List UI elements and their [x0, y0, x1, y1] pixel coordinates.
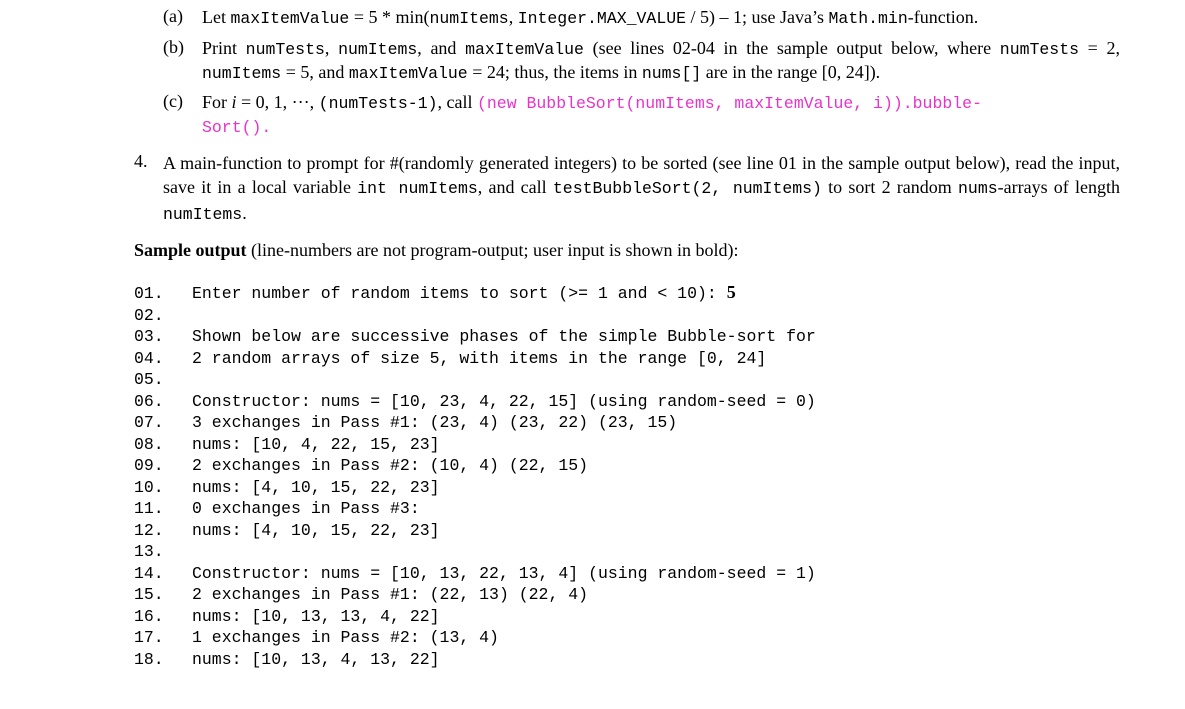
constructor-call-code: (new BubbleSort(numItems, maxItemValue, i)).bubble-: [476, 94, 982, 113]
output-line-number: 09.: [134, 456, 164, 475]
output-line: [134, 282, 816, 305]
output-line: [134, 348, 816, 370]
output-line-text: nums: [4, 10, 15, 22, 23]: [192, 520, 440, 540]
item-c-text: For i = 0, 1, ···, (numTests-1), call (new BubbleSort(numItems, maxItemValue, i)).bubble- Sort().: [202, 92, 982, 137]
output-line: [134, 477, 816, 499]
item-4-text: A main-function to prompt for #(randomly generated integers) to be sorted (see line 01 in the sample output below), read the input, save it in a local variable int numItems, and call testBubbleSort(2, numItems) to sort 2 random nums-arrays of length numItems.: [163, 153, 1121, 224]
output-line-text: nums: [4, 10, 15, 22, 23]: [192, 477, 440, 497]
item-b-label: (b): [163, 37, 184, 57]
output-line-number: 08.: [134, 434, 164, 454]
user-input: 5: [726, 282, 736, 302]
item-b-text: Print numTests, numItems, and maxItemValue (see lines 02-04 in the sample output below, where numTests = 2, numItems = 5, and maxItemValue = 24; thus, the items in nums[] are in the range [0, 24]).: [202, 38, 1120, 83]
output-line-number: 07.: [134, 413, 164, 432]
output-line: [134, 627, 816, 649]
output-line-number: 01.: [134, 284, 164, 303]
output-line-text: nums: [10, 13, 4, 13, 22]: [192, 649, 440, 669]
output-line-number: 10.: [134, 477, 164, 497]
output-line-number: 15.: [134, 585, 164, 604]
output-line: [134, 391, 816, 413]
output-line-text: 3 exchanges in Pass #1: (23, 4) (23, 22) (23, 15): [192, 413, 678, 432]
output-line: [134, 455, 816, 477]
output-line-text: nums: [10, 4, 22, 15, 23]: [192, 434, 440, 454]
output-line-number: 14.: [134, 563, 164, 583]
output-line: [134, 412, 816, 434]
output-line-text: 2 exchanges in Pass #2: (10, 4) (22, 15): [192, 456, 589, 475]
output-line-number: 16.: [134, 606, 164, 626]
output-line-text: Enter number of random items to sort (>= 1 and < 10):: [192, 284, 727, 303]
output-line-number: 04.: [134, 348, 164, 368]
item-a-label: (a): [163, 6, 183, 26]
item-c-label: (c): [163, 91, 183, 111]
output-line-number: 02.: [134, 305, 164, 325]
output-line: [134, 498, 816, 520]
output-line: [134, 520, 816, 542]
output-line-text: Constructor: nums = [10, 23, 4, 22, 15] (using random-seed = 0): [192, 391, 816, 411]
output-line: [134, 584, 816, 606]
sample-output-heading: [134, 240, 738, 261]
output-line: [134, 606, 816, 628]
output-line-number: 03.: [134, 327, 164, 346]
output-line-number: 18.: [134, 649, 164, 669]
output-line: [134, 369, 816, 391]
item-a-text: Let maxItemValue = 5 * min(numItems, Integer.MAX_VALUE / 5) – 1; use Java’s Math.min-function.: [202, 7, 979, 28]
output-line-number: 11.: [134, 499, 164, 518]
output-line-text: 2 exchanges in Pass #1: (22, 13) (22, 4): [192, 585, 589, 604]
output-line-text: nums: [10, 13, 13, 4, 22]: [192, 606, 440, 626]
output-line-number: 05.: [134, 370, 164, 389]
output-line-text: Shown below are successive phases of the simple Bubble-sort for: [192, 327, 816, 346]
output-line: [134, 434, 816, 456]
output-line-text: 2 random arrays of size 5, with items in the range [0, 24]: [192, 348, 767, 368]
output-line-number: 17.: [134, 628, 164, 647]
output-line-text: Constructor: nums = [10, 13, 22, 13, 4] (using random-seed = 1): [192, 563, 816, 583]
sample-output-block: [134, 282, 816, 670]
output-line-number: 12.: [134, 520, 164, 540]
output-line-text: 1 exchanges in Pass #2: (13, 4): [192, 628, 499, 647]
item-4-label: 4.: [134, 151, 148, 171]
output-line: [134, 326, 816, 348]
output-line-text: 0 exchanges in Pass #3:: [192, 499, 420, 518]
sample-output-heading-rest: (line-numbers are not program-output; user input is shown in bold):: [246, 240, 739, 260]
output-line-number: 06.: [134, 391, 164, 411]
sample-output-heading-bold: Sample output: [134, 240, 247, 260]
output-line: [134, 305, 816, 327]
output-line: [134, 563, 816, 585]
output-line: [134, 649, 816, 671]
output-line: [134, 541, 816, 563]
output-line-number: 13.: [134, 542, 164, 561]
constructor-call-code-cont: Sort().: [202, 118, 272, 137]
